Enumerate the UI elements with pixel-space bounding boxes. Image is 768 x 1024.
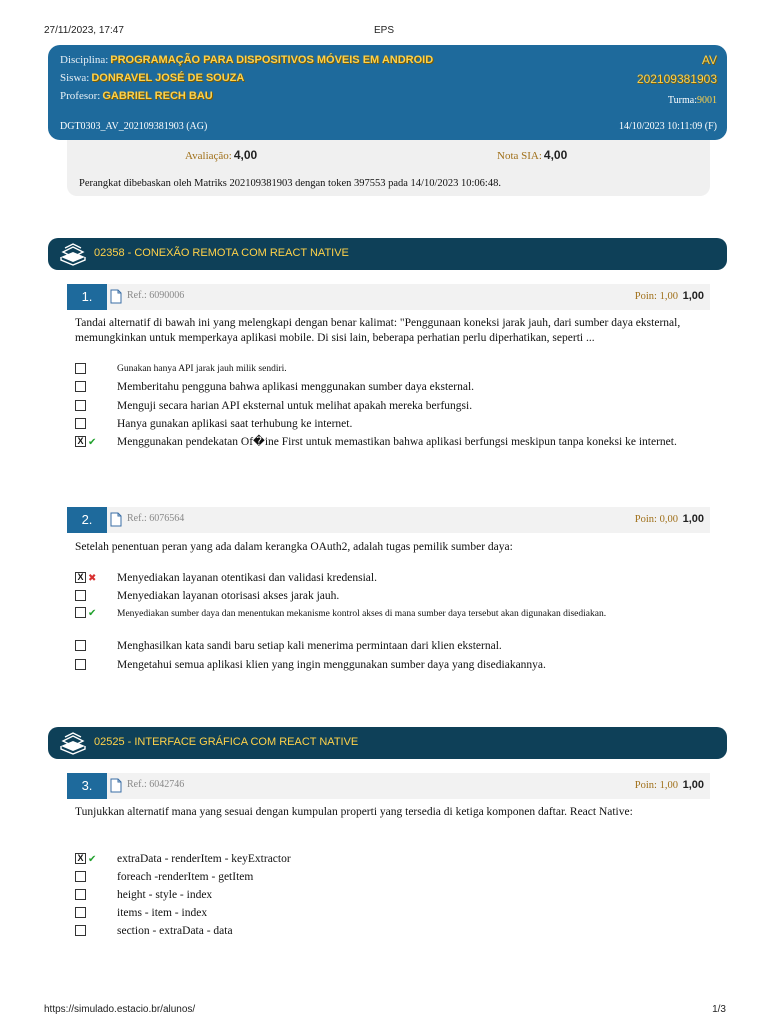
option-text: section - extraData - data — [117, 925, 233, 937]
option-text: Menyediakan sumber daya dan menentukan mekanisme kontrol akses di mana sumber daya tersebut akan digunakan disediakan. — [117, 609, 607, 619]
exam-code: DGT0303_AV_202109381903 (AG) — [60, 121, 208, 132]
professor-row — [60, 90, 213, 102]
professor-label: Profesor: — [60, 90, 101, 102]
question-text: Setelah penentuan peran yang ada dalam kerangka OAuth2, adalah tugas pemilik sumber daya: — [75, 541, 513, 553]
nota-value: 4,00 — [543, 148, 568, 162]
option-checkbox[interactable] — [75, 400, 86, 411]
question-number: 1. — [67, 284, 107, 310]
points-total: 1,00 — [682, 779, 704, 791]
option-checkbox[interactable] — [75, 889, 86, 900]
question-text: Tandai alternatif di bawah ini yang melengkapi dengan benar kalimat: "Penggunaan koneksi jarak jauh, dari sumber daya eksternal, memungkinkan untuk memperkaya aplikasi mobile. Di sisi lain, beberapa perhatian perlu diperhatikan, seperti ... — [75, 317, 681, 344]
question-points — [635, 290, 704, 302]
print-page-number: 1/3 — [712, 1004, 726, 1015]
check-icon: ✔ — [88, 608, 97, 619]
question-header — [67, 284, 710, 310]
print-title: EPS — [373, 25, 394, 36]
option-checkbox[interactable] — [75, 907, 86, 918]
points-total: 1,00 — [682, 290, 704, 302]
document-icon — [110, 289, 122, 304]
discipline-value: PROGRAMAÇÃO PARA DISPOSITIVOS MÓVEIS EM ANDROID — [110, 54, 434, 66]
document-icon — [110, 512, 122, 527]
check-icon: ✔ — [88, 854, 97, 865]
check-icon: ✔ — [88, 437, 97, 448]
option-checkbox[interactable] — [75, 640, 86, 651]
question-ref: Ref.: 6090006 — [127, 290, 185, 301]
question-points — [635, 513, 704, 525]
question-ref: Ref.: 6076564 — [127, 513, 185, 524]
cross-icon: ✖ — [88, 573, 97, 584]
discipline-label: Disciplina: — [60, 54, 109, 66]
option-checkbox[interactable] — [75, 363, 86, 374]
matricula: 202109381903 — [636, 72, 717, 86]
option-checkbox[interactable] — [75, 381, 86, 392]
option-checkbox-checked[interactable]: X — [75, 436, 86, 447]
exam-datetime: 14/10/2023 10:11:09 (F) — [619, 121, 717, 132]
nota-sia-score — [497, 148, 567, 162]
option-text: Gunakan hanya API jarak jauh milik sendiri. — [117, 364, 287, 374]
option-text: items - item - index — [117, 907, 208, 919]
option-text: height - style - index — [117, 889, 213, 901]
score-panel — [67, 140, 710, 196]
option-checkbox[interactable] — [75, 925, 86, 936]
option-text: Menghasilkan kata sandi baru setiap kali menerima permintaan dari klien eksternal. — [117, 640, 502, 652]
question-number: 3. — [67, 773, 107, 799]
option-checkbox-checked[interactable]: X — [75, 572, 86, 583]
option-checkbox[interactable] — [75, 607, 86, 618]
print-url: https://simulado.estacio.br/alunos/ — [44, 1004, 196, 1015]
option-checkbox[interactable] — [75, 871, 86, 882]
professor-name: GABRIEL RECH BAU — [102, 90, 213, 102]
points-value: 1,00 — [659, 291, 678, 302]
option-text: Menyediakan layanan otorisasi akses jarak jauh. — [117, 590, 340, 602]
section-title: 02525 - INTERFACE GRÁFICA COM REACT NATIVE — [94, 736, 359, 748]
option-text: Menguji secara harian API eksternal untuk melihat apakah mereka berfungsi. — [117, 400, 473, 412]
books-icon — [58, 242, 88, 266]
avaliacao-value: 4,00 — [233, 148, 258, 162]
option-checkbox-checked[interactable]: X — [75, 853, 86, 864]
books-icon — [58, 731, 88, 755]
document-icon — [110, 778, 122, 793]
option-checkbox[interactable] — [75, 418, 86, 429]
points-value: 1,00 — [659, 780, 678, 791]
section-banner — [48, 727, 727, 759]
question-header — [67, 507, 710, 533]
points-label: Poin: — [634, 780, 657, 791]
nota-label: Nota SIA: — [497, 150, 542, 162]
question-header — [67, 773, 710, 799]
student-row — [60, 72, 244, 84]
points-value: 0,00 — [659, 514, 678, 525]
turma-value: 9001 — [697, 95, 717, 106]
avaliacao-score — [185, 148, 257, 162]
option-text: Hanya gunakan aplikasi saat terhubung ke internet. — [117, 418, 353, 430]
question-ref: Ref.: 6042746 — [127, 779, 185, 790]
points-label: Poin: — [634, 514, 657, 525]
question-points — [635, 779, 704, 791]
option-text: Menggunakan pendekatan Of�ine First untuk memastikan bahwa aplikasi berfungsi meskipun tanpa koneksi ke internet. — [117, 436, 677, 448]
section-banner — [48, 238, 727, 270]
student-label: Siswa: — [60, 72, 90, 84]
option-checkbox[interactable] — [75, 659, 86, 670]
student-name: DONRAVEL JOSÉ DE SOUZA — [91, 72, 245, 84]
turma-label: Turma: — [667, 95, 697, 106]
exam-header-card — [48, 45, 727, 140]
option-text: foreach -renderItem - getItem — [117, 871, 254, 883]
release-note: Perangkat dibebaskan oleh Matriks 202109381903 dengan token 397553 pada 14/10/2023 10:06:48. — [79, 178, 501, 189]
turma-row — [668, 95, 717, 106]
option-text: Menyediakan layanan otentikasi dan validasi kredensial. — [117, 572, 377, 584]
option-text: Memberitahu pengguna bahwa aplikasi menggunakan sumber daya eksternal. — [117, 381, 475, 393]
points-label: Poin: — [634, 291, 657, 302]
option-checkbox[interactable] — [75, 590, 86, 601]
print-datetime: 27/11/2023, 17:47 — [44, 25, 124, 36]
avaliacao-label: Avaliação: — [185, 150, 232, 162]
option-text: extraData - renderItem - keyExtractor — [117, 853, 291, 865]
section-title: 02358 - CONEXÃO REMOTA COM REACT NATIVE — [94, 247, 349, 259]
option-text: Mengetahui semua aplikasi klien yang ingin menggunakan sumber daya yang disediakannya. — [117, 659, 546, 671]
question-number: 2. — [67, 507, 107, 533]
question-text: Tunjukkan alternatif mana yang sesuai dengan kumpulan properti yang tersedia di ketiga komponen daftar. React Native: — [75, 806, 633, 818]
discipline-row — [60, 54, 433, 66]
points-total: 1,00 — [682, 513, 704, 525]
av-label: AV — [701, 53, 717, 67]
